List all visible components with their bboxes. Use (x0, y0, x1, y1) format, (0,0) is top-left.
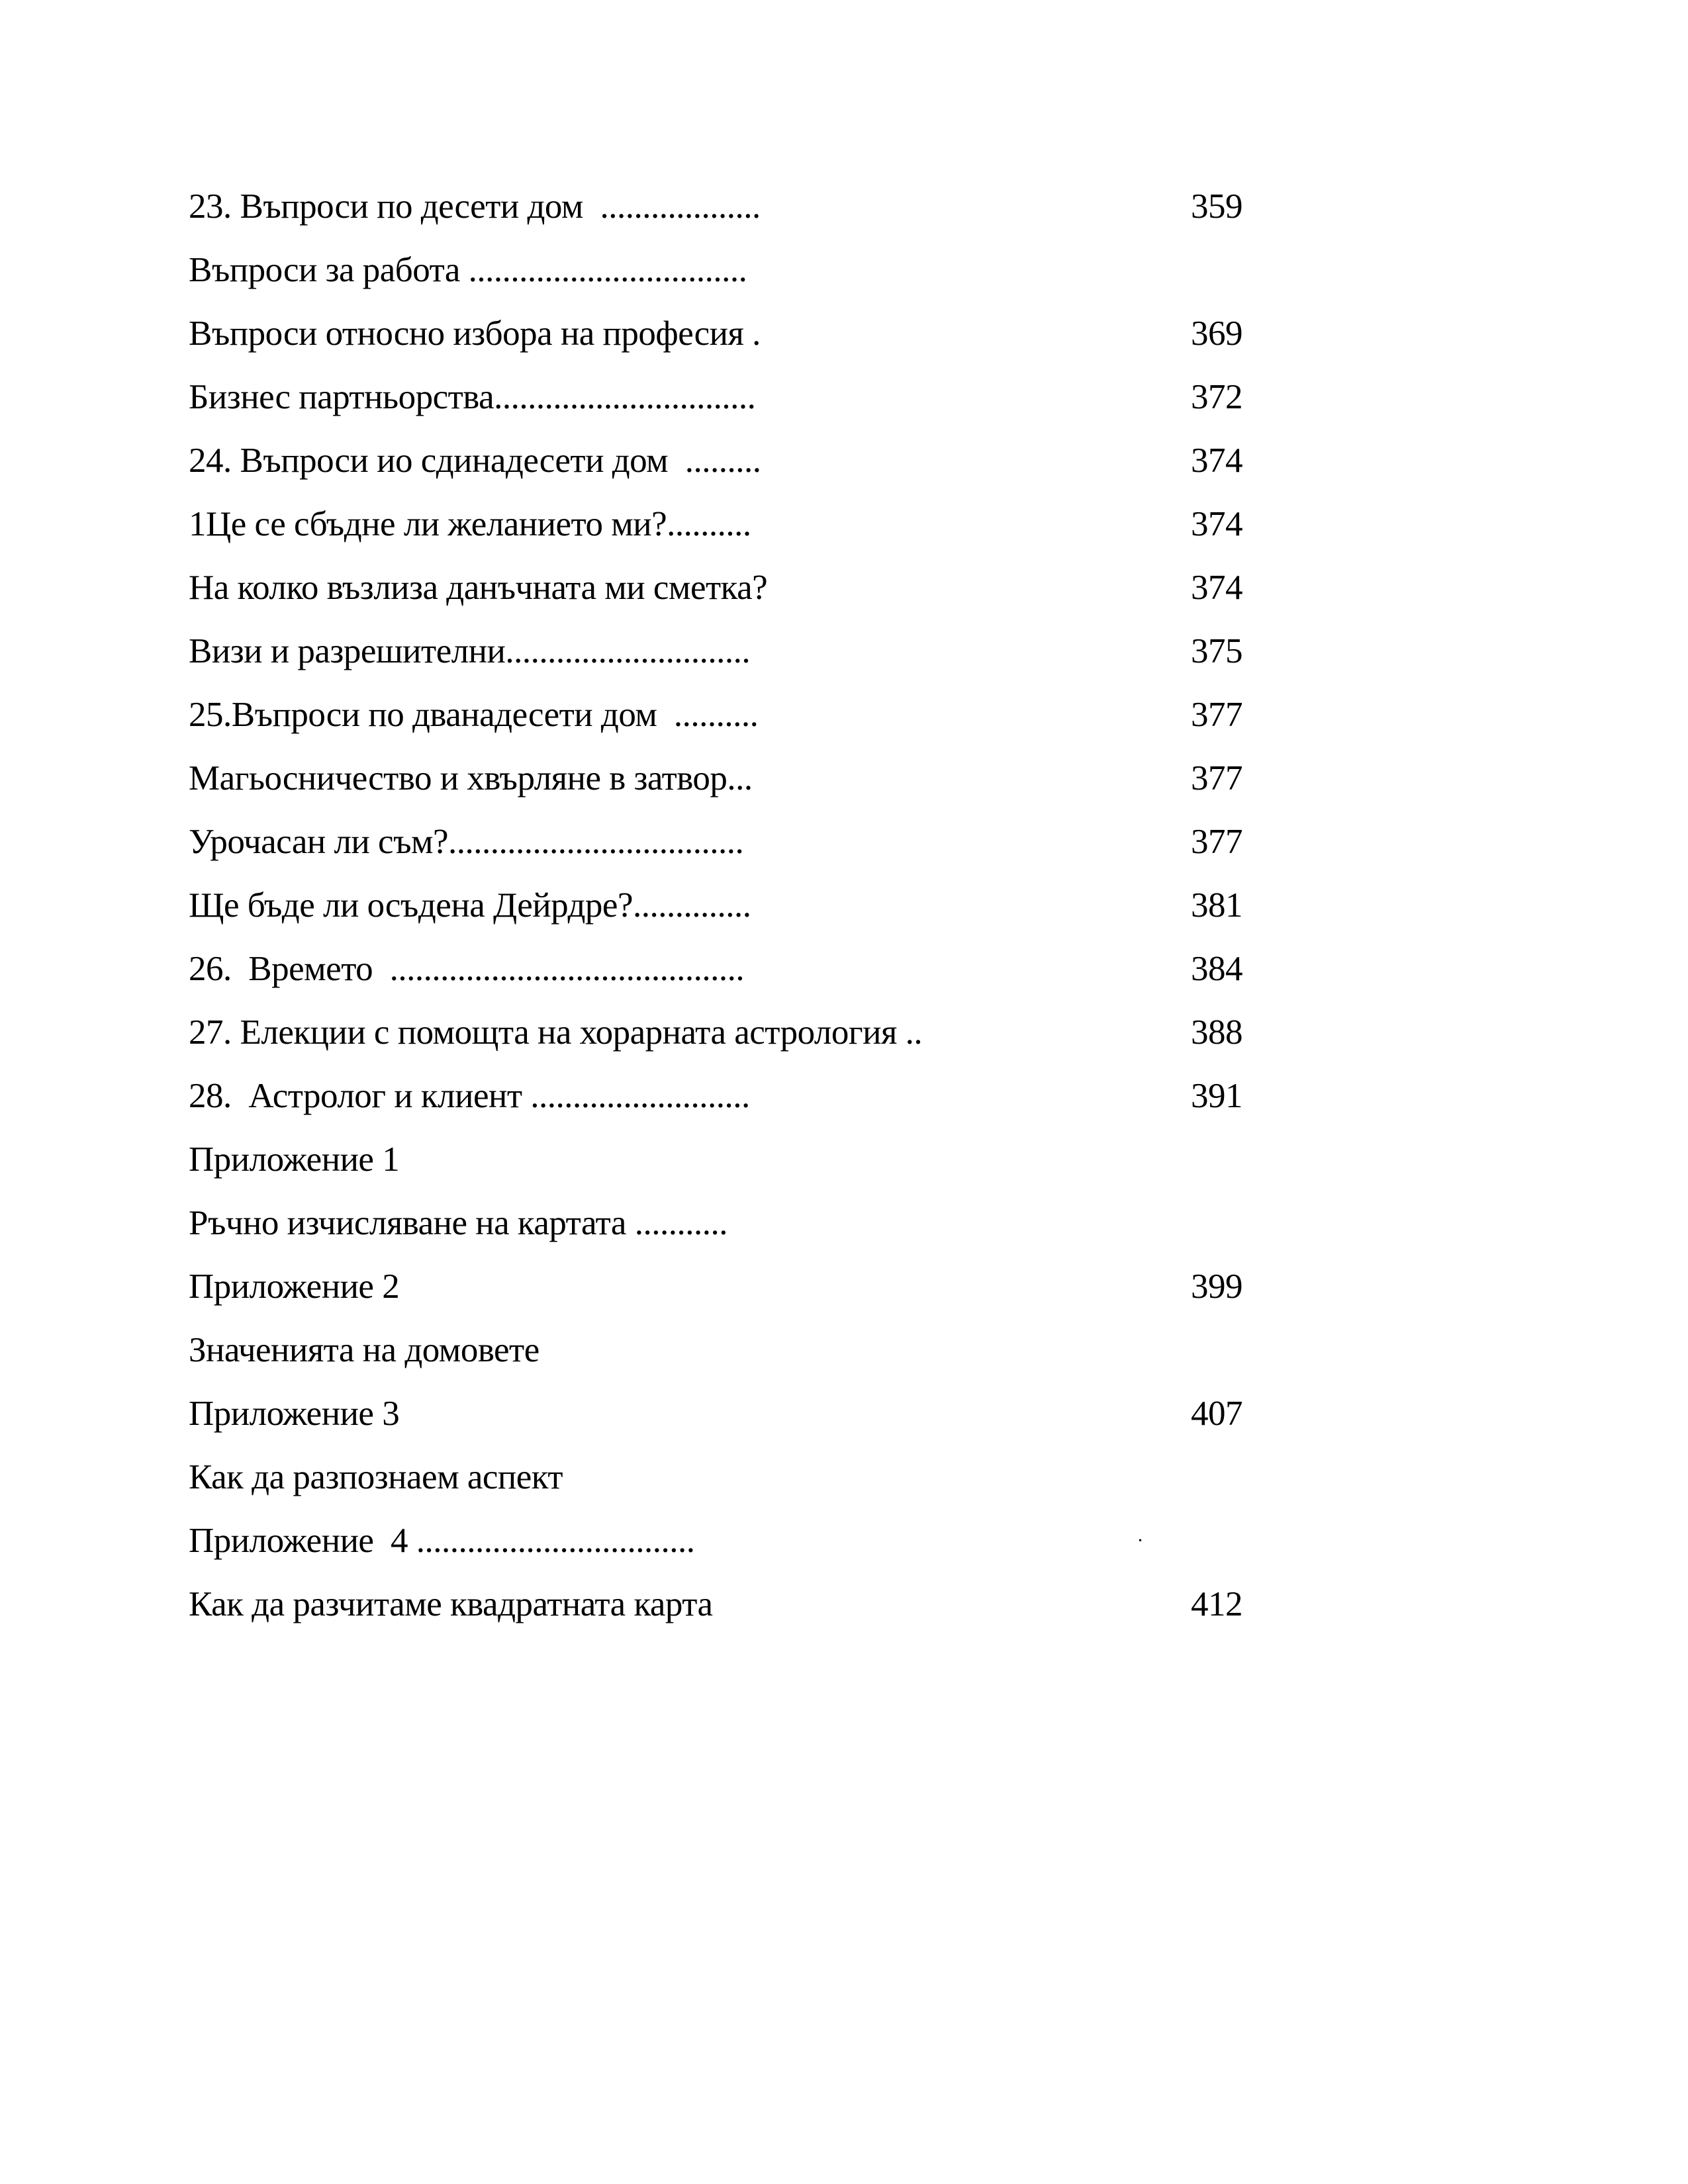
toc-entry-title: Ръчно изчисляване на картата ........... (189, 1204, 727, 1242)
toc-entry-page: 381 (1191, 886, 1243, 925)
toc-entry-title: 28. Астролог и клиент .......................... (189, 1077, 750, 1115)
toc-entry-title: Въпроси относно избора на професия . (189, 314, 761, 353)
toc-entry-title: Ще бъде ли осъдена Дейрдре?.............. (189, 886, 751, 925)
toc-entry-title: 26. Времето .......................................... (189, 950, 745, 988)
toc-entry-title: Приложение 4 ................................. (189, 1522, 695, 1560)
toc-entry-title: 23. Въпроси по десети дом ................... (189, 187, 761, 226)
toc-entry (189, 238, 1243, 302)
toc-entry-page: 374 (1191, 441, 1243, 480)
toc-entry-page: 384 (1191, 950, 1243, 988)
toc-entry-page: 375 (1191, 632, 1243, 670)
toc-entry (189, 1382, 1243, 1445)
toc-entry-page: 377 (1191, 696, 1243, 734)
toc-entry-title: Приложение 1 (189, 1140, 400, 1179)
toc-entry (189, 1191, 1243, 1255)
toc-entry (189, 683, 1243, 747)
toc-entry-page: 388 (1191, 1013, 1243, 1052)
toc-entry-title: 1Це се сбъдне ли желанието ми?.......... (189, 505, 751, 543)
toc-entry-title: Приложение 3 (189, 1394, 400, 1433)
toc-entry-title: 24. Въпроси ио сдинадесети дом ......... (189, 441, 761, 480)
toc-entry (189, 1001, 1243, 1064)
toc-entry (189, 175, 1243, 238)
toc-entry (189, 1572, 1243, 1636)
toc-entry-page: 359 (1191, 187, 1243, 226)
toc-entry (189, 492, 1243, 556)
stray-dot-mark: · (1137, 1529, 1143, 1551)
toc-entry (189, 1064, 1243, 1128)
toc-entry-page: 412 (1191, 1585, 1243, 1623)
toc-entry-title: Как да разчитаме квадратната карта (189, 1585, 713, 1623)
toc-entry (189, 302, 1243, 365)
toc-entry-page: 372 (1191, 378, 1243, 416)
toc-entry-title: На колко възлиза данъчната ми сметка? (189, 569, 768, 607)
toc-list (189, 175, 1243, 1636)
toc-entry (189, 1128, 1243, 1191)
toc-entry-page: 369 (1191, 314, 1243, 353)
toc-entry (189, 874, 1243, 937)
toc-entry-page: 391 (1191, 1077, 1243, 1115)
toc-entry (189, 429, 1243, 492)
toc-entry-title: 25.Въпроси по дванадесети дом .......... (189, 696, 759, 734)
toc-entry-page: 374 (1191, 569, 1243, 607)
toc-entry-page: 407 (1191, 1394, 1243, 1433)
toc-entry-title: Визи и разрешителни............................. (189, 632, 751, 670)
toc-entry-title: Бизнес партньорства............................... (189, 378, 756, 416)
toc-entry (189, 1318, 1243, 1382)
toc-entry (189, 937, 1243, 1001)
toc-entry (189, 556, 1243, 619)
toc-entry-title: Приложение 2 (189, 1267, 400, 1306)
toc-entry-title: 27. Елекции с помощта на хорарната астрология .. (189, 1013, 923, 1052)
toc-entry (189, 810, 1243, 874)
toc-entry-page: 374 (1191, 505, 1243, 543)
toc-entry-title: Въпроси за работа ................................. (189, 251, 747, 289)
toc-entry-page: 377 (1191, 759, 1243, 797)
toc-entry (189, 365, 1243, 429)
toc-entry (189, 1255, 1243, 1318)
toc-entry-title: Магьосничество и хвърляне в затвор... (189, 759, 753, 797)
toc-entry (189, 747, 1243, 810)
toc-entry-title: Значенията на домовете (189, 1331, 539, 1369)
toc-entry-page: 377 (1191, 823, 1243, 861)
toc-entry (189, 619, 1243, 683)
toc-entry-title: Урочасан ли съм?................................... (189, 823, 744, 861)
toc-entry-title: Как да разпознаем аспект (189, 1458, 563, 1496)
toc-entry (189, 1445, 1243, 1509)
toc-entry-page: 399 (1191, 1267, 1243, 1306)
toc-entry (189, 1509, 1243, 1572)
